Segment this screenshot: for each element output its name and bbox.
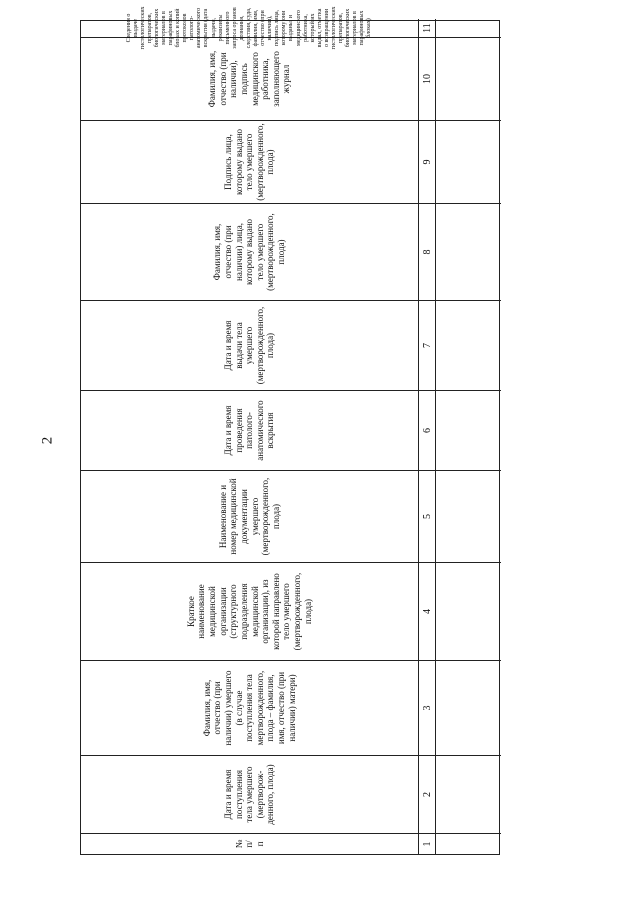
header-col-4: Краткое наименование медицинской организации (структурного подразделения медицинской организации), из которой направлено тело умершего (мертворожденного, плода)	[81, 563, 418, 661]
header-col-7: Дата и время выдачи тела умершего (мертворожденного, плода)	[81, 301, 418, 391]
table-row-cell	[435, 563, 501, 661]
table-row-cell	[435, 38, 501, 121]
page-number: 2	[39, 436, 56, 445]
header-col-9: Подпись лица, которому выдано тело умершего (мертворожденного, плода)	[81, 121, 418, 204]
colnum-8: 8	[418, 204, 435, 301]
table-row-cell	[435, 471, 501, 563]
table-row-cell	[435, 301, 501, 391]
header-col-1: № п/п	[233, 839, 265, 849]
header-col-6: Дата и время проведения патолого-анатомического вскрытия	[81, 391, 418, 471]
colnum-10: 10	[418, 38, 435, 121]
table-row-cell	[435, 19, 501, 38]
colnum-3: 3	[418, 661, 435, 756]
table-row-cell	[435, 756, 501, 834]
header-col-5: Наименование и номер медицинской документации умершего (мертворожденного, плода)	[81, 471, 418, 563]
table-row-cell	[435, 391, 501, 471]
table-row-cell	[435, 661, 501, 756]
header-col-11: Сведения о выдаче гистологических препаратов, биологических материалов в парафиновых блоках и копий протоколов патолого-анатомического вскрытия (дата выдачи, реквизиты письменного запроса органов дознания, следствия, суда, фамилия, имя, отчество (при наличии), подпись лица, которому они выданы, и медицинского работника, который их выдал, отметка о возвращении гистологических препаратов, биологических материалов в парафиновых блоках)	[81, 19, 418, 38]
colnum-5: 5	[418, 471, 435, 563]
colnum-6: 6	[418, 391, 435, 471]
header-col-2: Дата и время поступления тела умершего (мертворож-денного, плода)	[81, 756, 418, 834]
header-col-10: Фамилия, имя, отчество (при наличии), подпись медицинского работника, заполняющего журнал	[81, 38, 418, 121]
colnum-9: 9	[418, 121, 435, 204]
table-row-cell	[435, 204, 501, 301]
colnum-11: 11	[418, 19, 435, 38]
colnum-7: 7	[418, 301, 435, 391]
header-col-3: Фамилия, имя, отчество (при наличии) умершего (в случае поступления тела мертворожденного, плода – фамилия, имя, отчество (при наличии) матери)	[81, 661, 418, 756]
colnum-4: 4	[418, 563, 435, 661]
table-grid	[80, 6, 500, 855]
table-row-cell	[435, 121, 501, 204]
colnum-2: 2	[418, 756, 435, 834]
colnum-1: 1	[418, 834, 435, 854]
table-row-cell	[435, 834, 501, 854]
journal-table	[80, 6, 500, 855]
header-col-8: Фамилия, имя, отчество (при наличии) лица, которому выдано тело умершего (мертворожденного, плода)	[81, 204, 418, 301]
